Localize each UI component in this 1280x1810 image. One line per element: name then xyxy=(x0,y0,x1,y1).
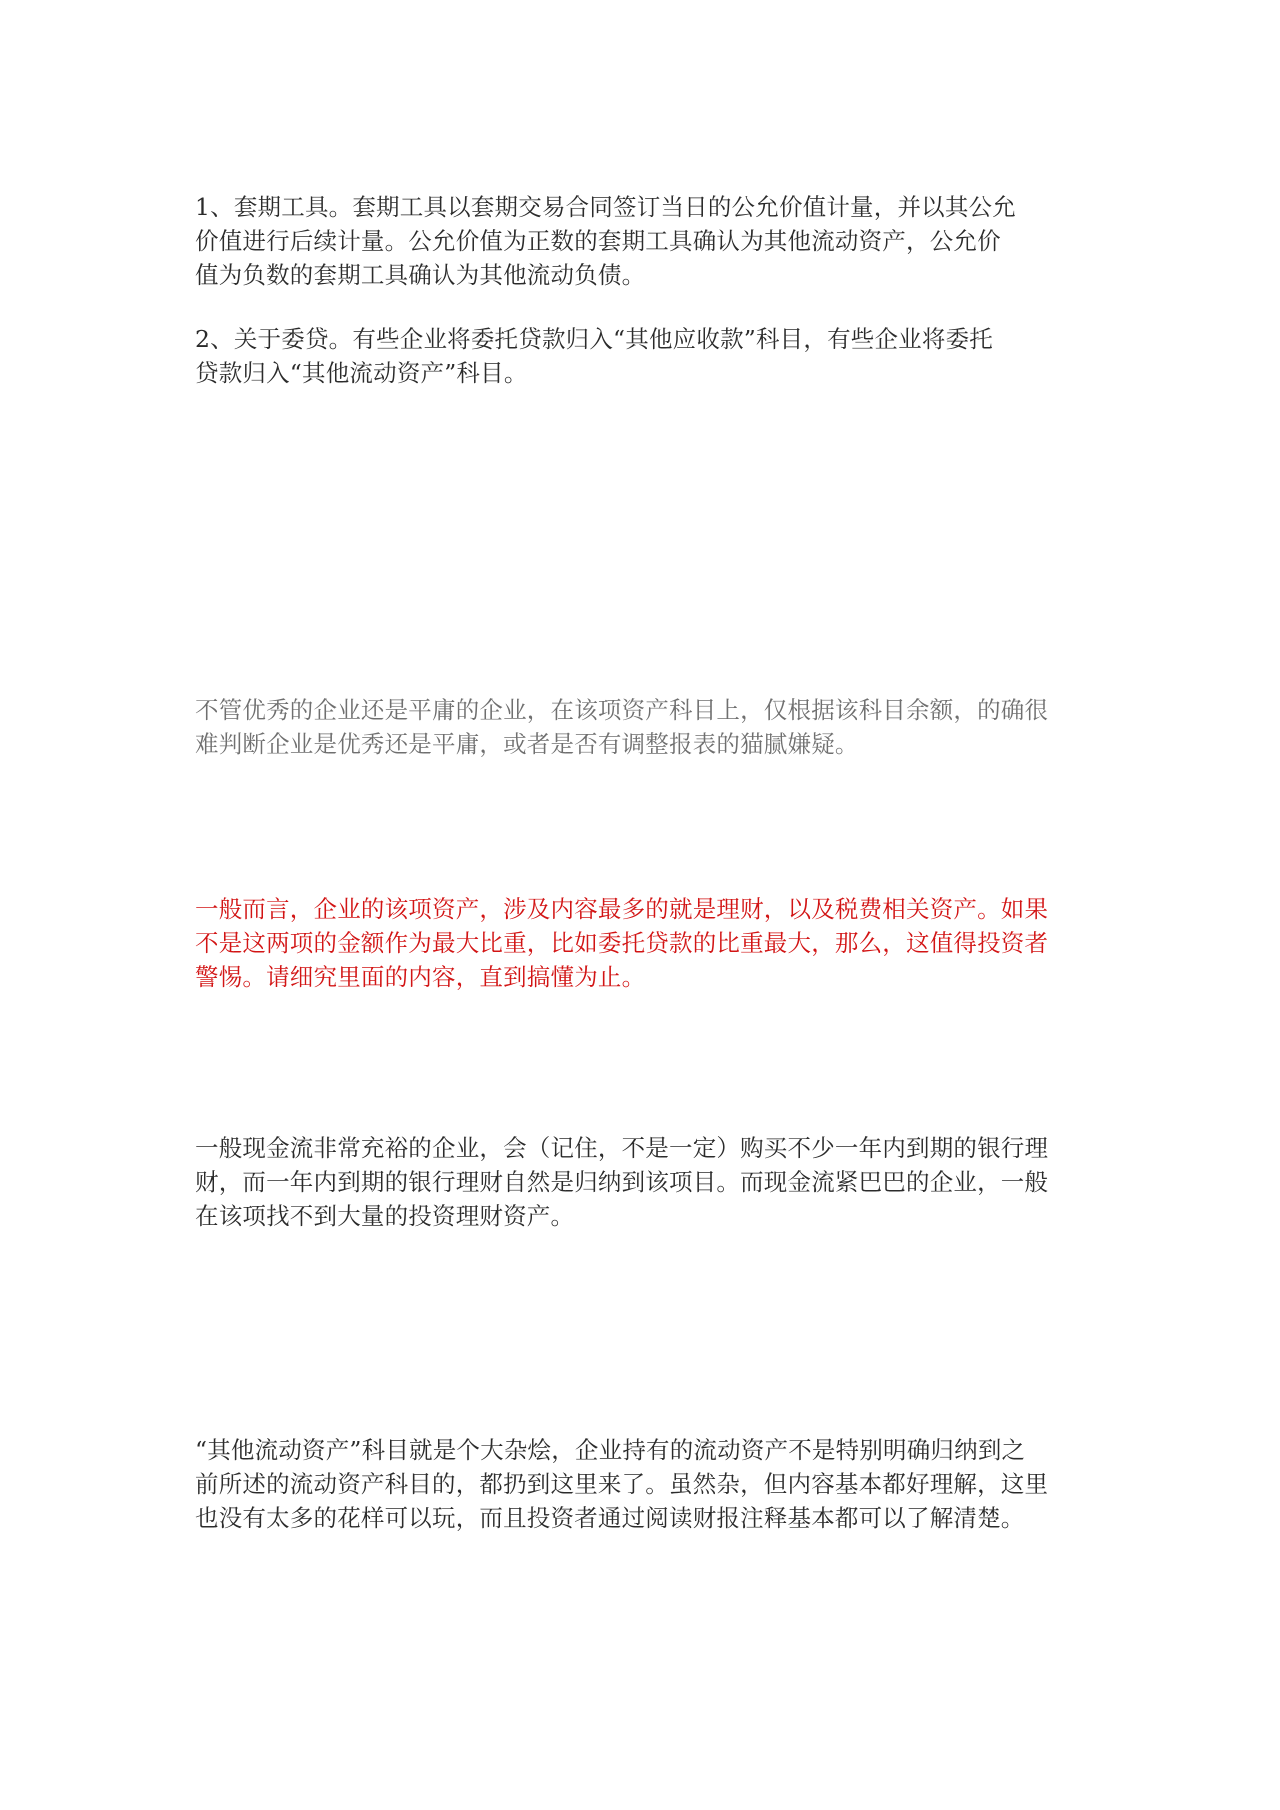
paragraph-summary-note xyxy=(195,1433,1095,1535)
paragraph-line: 财，而一年内到期的银行理财自然是归纳到该项目。而现金流紧巴巴的企业，一般 xyxy=(195,1168,1049,1196)
paragraph-warning-note xyxy=(195,892,1095,994)
paragraph-line: 警惕。请细究里面的内容，直到搞懂为止。 xyxy=(195,963,646,991)
paragraph-line: 在该项找不到大量的投资理财资产。 xyxy=(195,1202,575,1230)
paragraph-line: 价值进行后续计量。公允价值为正数的套期工具确认为其他流动资产，公允价 xyxy=(195,227,1001,255)
paragraph-line: “其他流动资产”科目就是个大杂烩，企业持有的流动资产不是特别明确归纳到之 xyxy=(195,1436,1026,1464)
paragraph-cash-flow-note xyxy=(195,1131,1095,1233)
paragraph-hedging-instruments xyxy=(195,190,1095,292)
paragraph-line: 2、关于委贷。有些企业将委托贷款归入“其他应收款”科目，有些企业将委托 xyxy=(195,325,993,353)
paragraph-line: 不是这两项的金额作为最大比重，比如委托贷款的比重最大，那么，这值得投资者 xyxy=(195,929,1049,957)
paragraph-line: 一般现金流非常充裕的企业，会（记住，不是一定）购买不少一年内到期的银行理 xyxy=(195,1134,1049,1162)
paragraph-line: 不管优秀的企业还是平庸的企业，在该项资产科目上，仅根据该科目余额，的确很 xyxy=(195,696,1049,724)
paragraph-line: 值为负数的套期工具确认为其他流动负债。 xyxy=(195,261,646,289)
paragraph-line: 也没有太多的花样可以玩，而且投资者通过阅读财报注释基本都可以了解清楚。 xyxy=(195,1504,1025,1532)
paragraph-line: 前所述的流动资产科目的，都扔到这里来了。虽然杂，但内容基本都好理解，这里 xyxy=(195,1470,1049,1498)
paragraph-entrusted-loans xyxy=(195,322,1095,390)
paragraph-line: 一般而言，企业的该项资产，涉及内容最多的就是理财，以及税费相关资产。如果 xyxy=(195,895,1049,923)
paragraph-line: 1、套期工具。套期工具以套期交易合同签订当日的公允价值计量，并以其公允 xyxy=(195,193,1016,221)
paragraph-line: 贷款归入“其他流动资产”科目。 xyxy=(195,359,528,387)
paragraph-line: 难判断企业是优秀还是平庸，或者是否有调整报表的猫腻嫌疑。 xyxy=(195,730,859,758)
paragraph-judgement-note xyxy=(195,693,1095,761)
